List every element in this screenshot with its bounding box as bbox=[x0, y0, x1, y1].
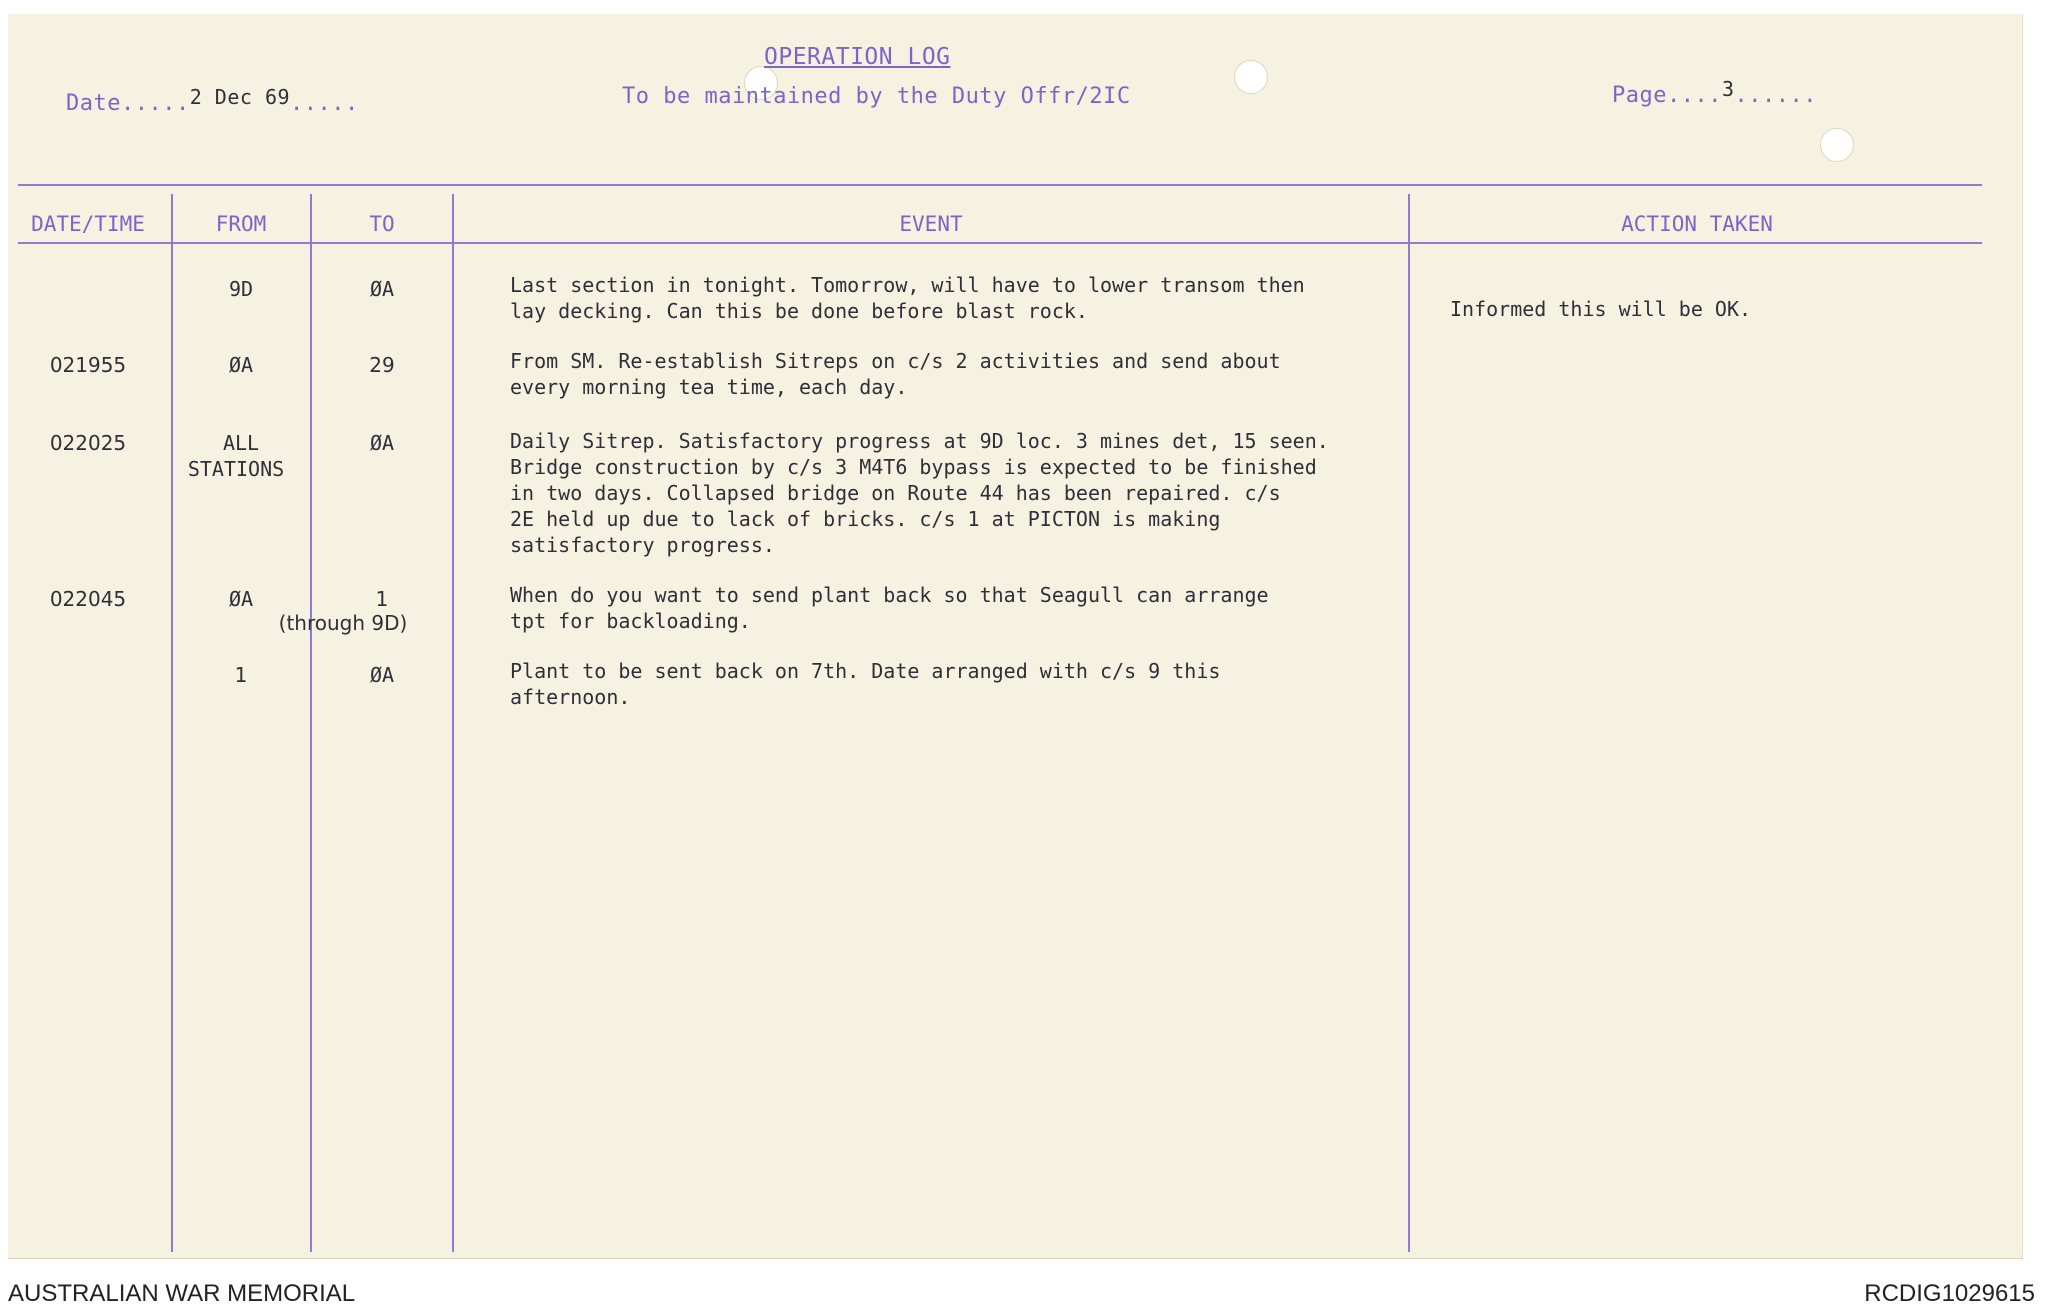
table-header-rule bbox=[18, 242, 1982, 244]
column-divider bbox=[310, 194, 312, 1252]
log-sheet bbox=[8, 14, 2023, 1259]
column-header-to: TO bbox=[369, 212, 395, 236]
from-line: STATIONS bbox=[187, 457, 285, 481]
event-line: When do you want to send plant back so that Seagull can arrange bbox=[510, 583, 1269, 607]
row-to: ØA bbox=[369, 431, 395, 455]
page-label: Page bbox=[1612, 83, 1667, 108]
date-label: Date bbox=[66, 91, 121, 116]
row-event bbox=[510, 272, 1400, 324]
date-value: 2 Dec 69 bbox=[189, 85, 291, 109]
row-datetime: 021955 bbox=[49, 353, 127, 377]
column-header-action: ACTION TAKEN bbox=[1621, 212, 1773, 236]
column-divider bbox=[452, 194, 454, 1252]
event-line: Plant to be sent back on 7th. Date arranged with c/s 9 this bbox=[510, 659, 1221, 683]
event-line: From SM. Re-establish Sitreps on c/s 2 activities and send about bbox=[510, 349, 1281, 373]
column-header-event: EVENT bbox=[899, 212, 963, 236]
date-dots: ..... bbox=[120, 91, 190, 116]
footer-record-id: RCDIG1029615 bbox=[1864, 1280, 2035, 1307]
page-dots: .... bbox=[1666, 83, 1722, 108]
event-line: afternoon. bbox=[510, 685, 631, 709]
column-header-from: FROM bbox=[215, 212, 267, 236]
page-dots: ...... bbox=[1734, 83, 1817, 108]
row-action: Informed this will be OK. bbox=[1450, 297, 1752, 321]
row-from: 1 bbox=[234, 663, 248, 687]
row-event bbox=[510, 658, 1400, 710]
event-line: satisfactory progress. bbox=[510, 533, 775, 557]
event-line: every morning tea time, each day. bbox=[510, 375, 908, 399]
row-datetime: 022025 bbox=[49, 431, 127, 455]
row-to: 1 bbox=[375, 587, 389, 611]
row-from: ØA bbox=[228, 587, 254, 611]
row-to: ØA bbox=[369, 277, 395, 301]
punch-hole bbox=[1234, 60, 1268, 94]
row-from bbox=[174, 430, 308, 482]
date-field bbox=[66, 85, 359, 116]
event-line: Last section in tonight. Tomorrow, will have to lower transom then bbox=[510, 273, 1305, 297]
table-top-rule bbox=[18, 184, 1982, 186]
event-line: 2E held up due to lack of bricks. c/s 1 at PICTON is making bbox=[510, 507, 1221, 531]
row-to: 29 bbox=[369, 353, 395, 377]
date-dots: ..... bbox=[290, 91, 359, 116]
event-line: lay decking. Can this be done before blast rock. bbox=[510, 299, 1088, 323]
column-divider bbox=[1408, 194, 1410, 1252]
row-event bbox=[510, 582, 1400, 634]
page-title: OPERATION LOG bbox=[764, 44, 951, 70]
punch-hole bbox=[1820, 128, 1854, 162]
column-header-datetime: DATE/TIME bbox=[31, 212, 145, 236]
page-subtitle: To be maintained by the Duty Offr/2IC bbox=[622, 84, 1131, 109]
page-number-field bbox=[1612, 77, 1817, 108]
row-from: ØA bbox=[228, 353, 254, 377]
row-event bbox=[510, 348, 1400, 400]
event-line: Bridge construction by c/s 3 M4T6 bypass is expected to be finished bbox=[510, 455, 1317, 479]
column-divider bbox=[171, 194, 173, 1252]
row-to: ØA bbox=[369, 663, 395, 687]
event-line: in two days. Collapsed bridge on Route 44 has been repaired. c/s bbox=[510, 481, 1281, 505]
row-event bbox=[510, 428, 1400, 558]
from-line: ALL bbox=[222, 431, 260, 455]
row-to-note: (through 9D) bbox=[278, 611, 408, 635]
event-line: Daily Sitrep. Satisfactory progress at 9D loc. 3 mines det, 15 seen. bbox=[510, 429, 1329, 453]
event-line: tpt for backloading. bbox=[510, 609, 751, 633]
row-from: 9D bbox=[228, 277, 254, 301]
footer-credit: AUSTRALIAN WAR MEMORIAL bbox=[8, 1280, 356, 1307]
page-value: 3 bbox=[1721, 77, 1735, 101]
row-datetime: 022045 bbox=[49, 587, 127, 611]
